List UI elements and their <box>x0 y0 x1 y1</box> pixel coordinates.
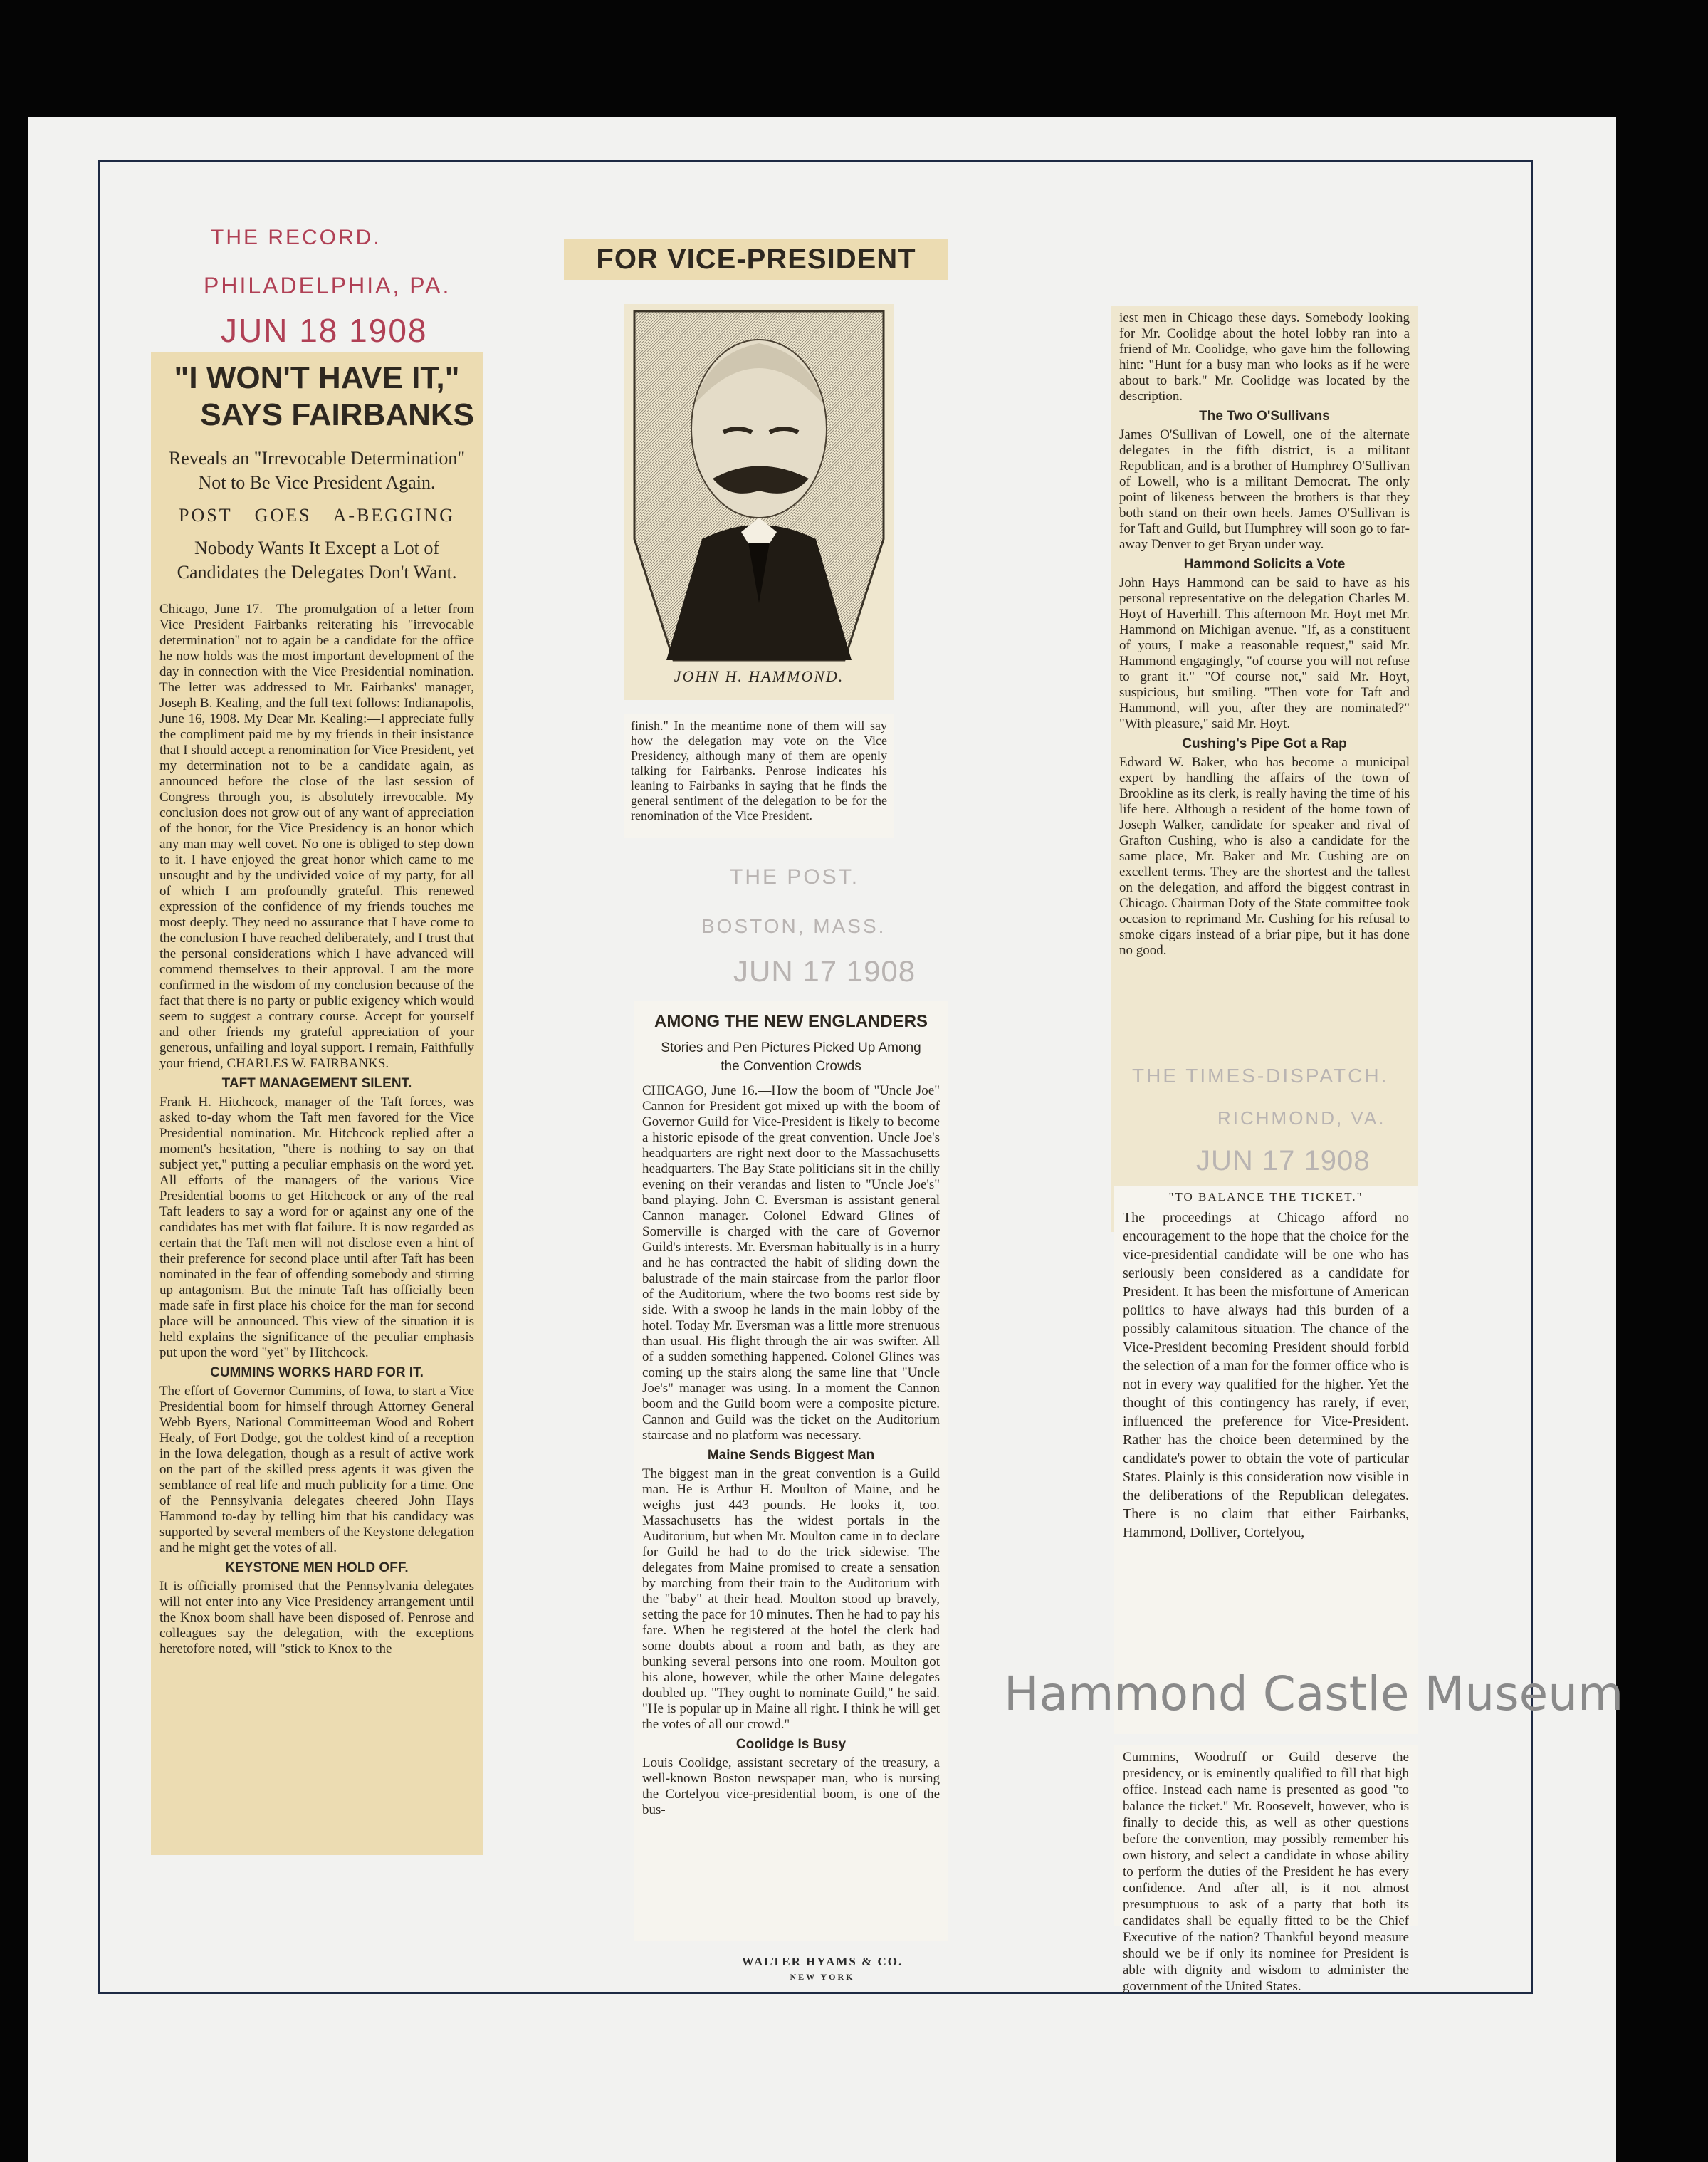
header-label: FOR VICE-PRESIDENT <box>564 239 948 280</box>
new-englanders-sub-2: Coolidge Is Busy <box>735 1737 847 1752</box>
footer-brand: WALTER HYAMS & CO. <box>741 1955 903 1968</box>
fairbanks-body-1: Chicago, June 17.—The promulgation of a letter from Vice President Fairbanks reiterating his "irrevocable determination" not to again be a candidate for the office he now holds was the most important development of the day in connection with the Vice Presidential nomination. The letter was addressed to Mr. Fairbanks' manager, Joseph B. Kealing, and the full text follows: Indianapolis, June 16, 1908. My Dear Mr. Kealing:—I appreciate fully the compliment paid me by my friends in their insistance that I should accept a renomination for Vice President, yet my determination not to be a candidate again, as announced before the close of the last session of Congress through you, is absolutely irrevocable. My conclusion does not grow out of any want of appreciation of the honor, for the Vice Presidency is an honor which any man may well covet. No one is obliged to step down to it. I have enjoyed the great honor which came to me unsought and by the undivided voice of my party, for all of which I am profoundly grateful. This renewed expression of the confidence of my friends touches me most deeply. They need no assurance that I have come to the conclusion I have reached deliberately, and I trust that the personal considerations which I have advanced will commend themselves to their approval. I am the more confirmed in the wisdom of my conclusion because of the fact that there is no party or public exigency which would seem to suggest a contrary course. Accept for yourself and other friends my grateful appreciation of your generous, unfailing and loyal support. I remain, Faithfully your friend, CHARLES W. FAIRBANKS. <box>159 602 474 1071</box>
fairbanks-deck-1: Reveals an "Irrevocable Determination" Not to Be Vice President Again. <box>168 448 466 493</box>
record-stamp-date: JUN 18 1908 <box>221 312 428 349</box>
new-englanders-sub-1: Maine Sends Biggest Man <box>707 1448 875 1463</box>
new-englanders-body-2: The biggest man in the great convention is a Guild man. He is Arthur H. Moulton of Maine, and he weighs just 443 pounds. He looks it, too. Massachusetts has the widest portals in the Auditorium, but when Mr. Moulton came in to declare for Guild he had to do the trick sidewise. The delegates from Maine promised to create a sensation by marching from their train to the Auditorium with the "baby" at their head. Moulton stood up bravely, setting the pace for 10 minutes. Then he had to pay his fare. When he registered at the hotel the clerk had some doubts about a room and bath, as they are bunking several persons into one room. Moulton got his alone, however, while the other Maine delegates doubled up. "They ought to nominate Guild," he said. "He is popular up in Maine all right. I think he will get the votes of all our crowd." <box>642 1466 940 1732</box>
fairbanks-body-3: The effort of Governor Cummins, of Iowa, to start a Vice Presidential boom for himself through Attorney General Webb Byers, National Committeeman Wood and Robert Healy, of Fort Dodge, got the coldest kind of a reception in the Iowa delegation, though as a result of active work on the part of the skilled press agents it was given the semblance of real life and much publicity for a time. One of the Pennsylvania delegates cheered John Hays Hammond to-day by telling him that his candidacy was supported by several members of the Keystone delegation and he might get the votes of all. <box>159 1384 474 1555</box>
balance-body-2: Cummins, Woodruff or Guild deserve the presidency, or is eminently qualified to fill that high office. Instead each name is presented as good "to balance the ticket." Mr. Roosevelt, however, who is finally to decide this, as well as other questions before the convention, may possibly remember his own history, and select a candidate in whose ability to perform the duties of the President he has every confidence. And after all, is it not almost presumptuous to ask of a party that both its candidates shall be equally fitted to be the Chief Executive of the nation? Thankful beyond measure should we be if only its nominee for President is able with dignity and wisdom to administer the government of the United States. <box>1123 1750 1409 1994</box>
portrait-clipping <box>624 304 894 700</box>
record-stamp-city: PHILADELPHIA, PA. <box>204 273 451 298</box>
fairbanks-sub-3: KEYSTONE MEN HOLD OFF. <box>225 1560 409 1575</box>
fairbanks-deck-2: POST GOES A-BEGGING <box>179 505 455 526</box>
new-englanders-headline: AMONG THE NEW ENGLANDERS <box>654 1012 928 1031</box>
scrapbook-page <box>28 118 1624 2162</box>
times-stamp-city: RICHMOND, VA. <box>1217 1107 1386 1129</box>
portrait-text-clipping <box>624 714 894 838</box>
continued-clipping <box>1111 306 1418 1232</box>
fairbanks-headline-1: "I WON'T HAVE IT," <box>174 360 460 395</box>
museum-watermark: Hammond Castle Museum <box>1004 1666 1624 1721</box>
balance-headline: "TO BALANCE THE TICKET." <box>1168 1190 1363 1203</box>
new-englanders-body-1: CHICAGO, June 16.—How the boom of "Uncle Joe" Cannon for President got mixed up with the boom of Governor Guild for Vice-President is likely to become a historic episode of the great convention. Uncle Joe's headquarters are right next door to the Massachusetts headquarters. The Bay State politicians sit in the chilly evening on their verandas and listen to "Uncle Joe's" band playing. John C. Eversman is assistant general Cannon manager. Colonel Edward Glines of Somerville is charged with the care of Governor Guild's interests. Mr. Eversman habitually is in a hurry and he has contracted the habit of sliding down the balustrade of the main staircase from the parlor floor of the Auditorium, where the two booms rest side by side. With a swoop he lands in the main lobby of the hotel. Today Mr. Eversman was a little more strenuous than usual. His flight through the air was swifter. All of a sudden something happened. Colonel Glines was coming up the stairs along the same line that "Uncle Joe's" manager was using. In a moment the Cannon boom and the Guild boom were a composite picture. Cannon and Guild was the ticket on the Auditorium staircase and no platform was necessary. <box>642 1083 940 1443</box>
fairbanks-body-2: Frank H. Hitchcock, manager of the Taft forces, was asked to-day whom the Taft men favored for the Vice Presidential nomination. Mr. Hitchcock replied after a moment's hesitation, "there is nothing to say on that subject yet," putting a peculiar emphasis on the word yet. All efforts of the managers of the various Vice Presidential booms to get Hitchcock or any of the real Taft leaders to say a word for or against any one of the candidates has met with flat failure. It is now regarded as certain that the Taft men will not disclose even a hint of their preference for second place until after Taft has been nominated in the fear of offending somebody and stirring up antagonism. But the minute Taft has officially been made safe in first place his choice for the man for second place will be announced. This view of the situation it is held explains the significance of the peculiar emphasis put upon the word "yet" by Hitchcock. <box>159 1095 474 1360</box>
continued-body-1: iest men in Chicago these days. Somebody looking for Mr. Coolidge about the hotel lobby ran into a friend of Mr. Coolidge, who gave him the following hint: "Hunt for a busy man who looks as if he were about to bark." Mr. Coolidge was located by the description. <box>1119 310 1410 404</box>
times-stamp-paper: THE TIMES-DISPATCH. <box>1132 1065 1389 1087</box>
balance-continued-clipping <box>1114 1745 1418 1994</box>
balance-body-1: The proceedings at Chicago afford no encouragement to the hope that the choice for the vice-presidential candidate will be one who has seriously been considered as a candidate for President. It has been the misfortune of American politics to have always had this burden of a possibly calamitous situation. The chance of the Vice-President becoming President should forbid the selection of a man for the former office who is not in every way qualified for the higher. Yet the thought of this contingency has rarely, if ever, influenced the preference for Vice-President. Rather has the choice been determined by the candidate's power to obtain the vote of particular States. Plainly is this consideration now visible in the deliberations of the Republican delegates. There is no claim that either Fairbanks, Hammond, Dolliver, Cortelyou, <box>1123 1210 1409 1540</box>
continued-sub-1: The Two O'Sullivans <box>1199 409 1330 424</box>
portrait-text: finish." In the meantime none of them will say how the delegation may vote on the Vice Presidency, although many of them are openly talking for Fairbanks. Penrose indicates his leaning to Fairbanks in saying that he finds the general sentiment of the delegation to be for the renomination of the Vice President. <box>631 719 887 822</box>
continued-body-2: James O'Sullivan of Lowell, one of the alternate delegates in the fifth district, is a militant Republican, and is a brother of Humphrey O'Sullivan of Lowell, who is a militant Democrat. The only point of likeness between the brothers is that they both stand on their own heels. James O'Sullivan is for Taft and Guild, but Humphrey will soon go to far-away Denver to get Bryan under way. <box>1119 427 1410 552</box>
footer-city: NEW YORK <box>790 1972 855 1982</box>
new-englanders-body-3: Louis Coolidge, assistant secretary of the treasury, a well-known Boston newspaper man, who is nursing the Cortelyou vice-presidential boom, is one of the bus- <box>642 1755 940 1817</box>
continued-sub-3: Cushing's Pipe Got a Rap <box>1182 736 1347 751</box>
fairbanks-body-4: It is officially promised that the Pennsylvania delegates will not enter into any Vice Presidency arrangement until the Knox boom shall have been disposed of. Penrose and colleagues say the delegation, with the exceptions heretofore noted, will "stick to Knox to the <box>159 1579 474 1656</box>
fairbanks-clipping <box>151 352 483 1855</box>
post-stamp-paper: THE POST. <box>730 865 860 889</box>
fairbanks-headline-2: SAYS FAIRBANKS <box>200 397 474 432</box>
new-englanders-deck: Stories and Pen Pictures Picked Up Among the Convention Crowds <box>661 1040 921 1074</box>
fairbanks-sub-2: CUMMINS WORKS HARD FOR IT. <box>210 1365 424 1380</box>
continued-body-4: Edward W. Baker, who has become a municipal expert by handling the affairs of the town of Brookline as its clerk, is really having the time of his life here. Although a resident of the home town of Joseph Walker, candidate for speaker and rival of Grafton Cushing, who is also a candidate for the same place, Mr. Baker and Mr. Cushing are on excellent terms. They are the shortest and the tallest on the delegation, and afford the biggest contrast in Chicago. Chairman Doty of the State committee took occasion to reprimand Mr. Cushing for his refusal to smoke cigars instead of a briar pipe, but it has done no good. <box>1119 755 1410 958</box>
times-stamp-date: JUN 17 1908 <box>1196 1145 1371 1176</box>
balance-clipping <box>1114 1186 1418 1734</box>
continued-body-3: John Hays Hammond can be said to have as his personal representative on the delegation Charles M. Hoyt of Haverhill. This afternoon Mr. Hoyt met Mr. Hammond on Michigan avenue. "If, as a constituent of yours, I make a reasonable request," said Mr. Hammond engagingly, "of course you will not refuse to grant it." "Of course not," said Mr. Hoyt, suspicious, but smiling. "Then vote for Taft and Hammond, will you, after they are nominated?" "With pleasure," said Mr. Hoyt. <box>1119 575 1410 731</box>
post-stamp-date: JUN 17 1908 <box>733 954 916 988</box>
fairbanks-deck-3: Nobody Wants It Except a Lot of Candidates the Delegates Don't Want. <box>177 538 457 583</box>
portrait-engraving <box>624 304 894 700</box>
new-englanders-clipping <box>634 1001 948 1941</box>
post-stamp-city: BOSTON, MASS. <box>701 915 886 937</box>
record-stamp-paper: THE RECORD. <box>211 226 382 249</box>
fairbanks-sub-1: TAFT MANAGEMENT SILENT. <box>221 1076 412 1091</box>
portrait-caption: JOHN H. HAMMOND. <box>674 667 844 685</box>
continued-sub-2: Hammond Solicits a Vote <box>1183 557 1346 572</box>
